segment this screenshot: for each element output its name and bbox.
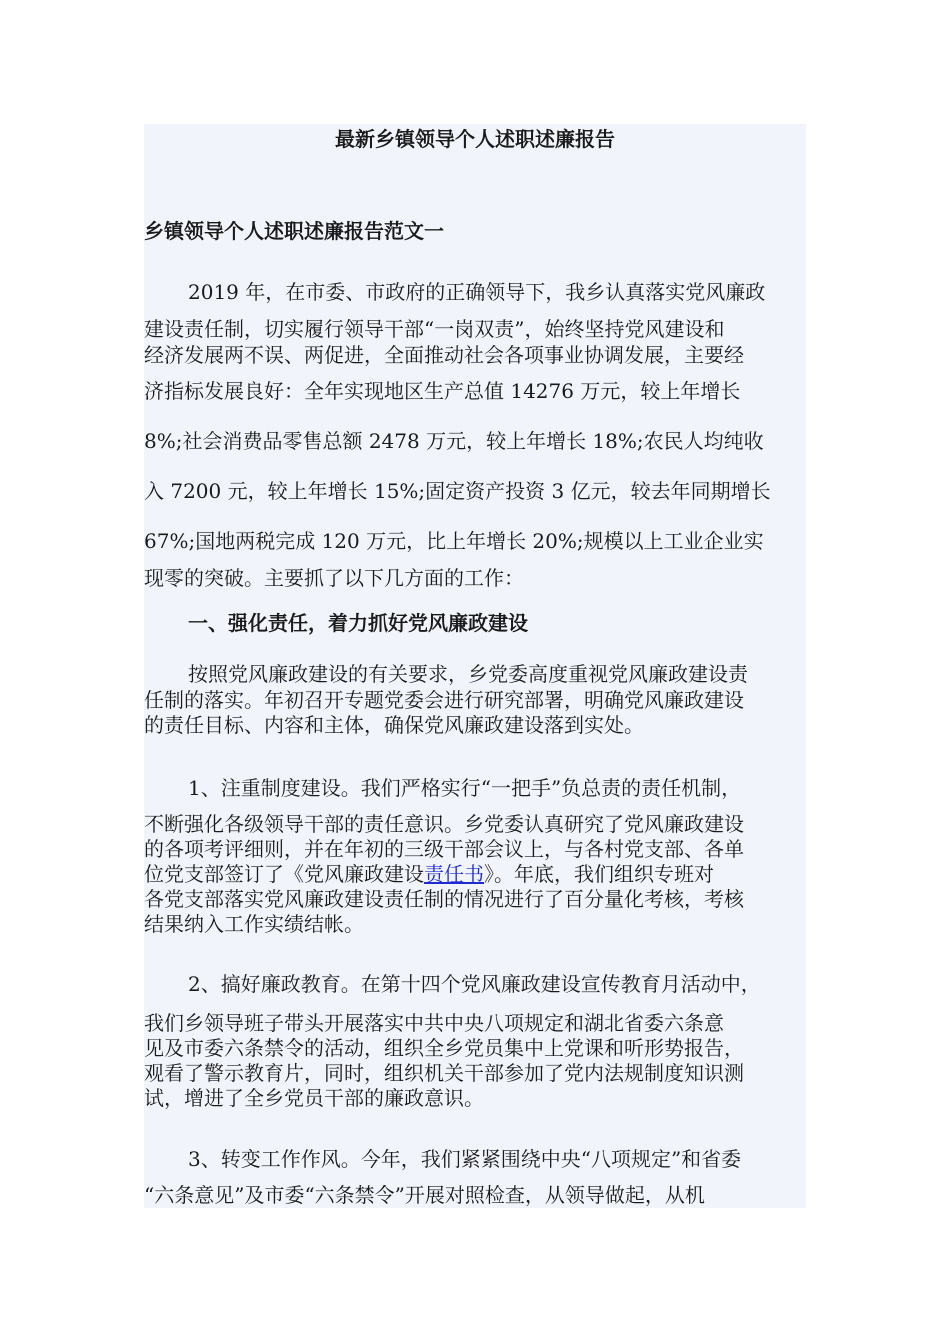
text-line: 任制的落实。年初召开专题党委会进行研究部署，明确党风廉政建设	[144, 688, 744, 712]
text-line: 1、注重制度建设。我们严格实行“一把手”负总责的责任机制，	[188, 776, 742, 800]
text-line: 试，增进了全乡党员干部的廉政意识。	[144, 1086, 484, 1110]
text-line: “六条意见”及市委“六条禁令”开展对照检查，从领导做起，从机	[144, 1183, 705, 1207]
text-line: 经济发展两不误、两促进，全面推动社会各项事业协调发展，主要经	[144, 343, 744, 367]
text-line: 观看了警示教育片，同时，组织机关干部参加了党内法规制度知识测	[144, 1061, 744, 1085]
responsibility-document-link[interactable]: 责任书	[424, 862, 484, 886]
text-line: 67%;国地两税完成 120 万元，比上年增长 20%;规模以上工业企业实	[144, 529, 764, 553]
document-page	[144, 124, 806, 1208]
document-title: 最新乡镇领导个人述职述廉报告	[335, 127, 615, 151]
text-line: 济指标发展良好：全年实现地区生产总值 14276 万元，较上年增长	[144, 379, 741, 403]
document-subtitle: 乡镇领导个人述职述廉报告范文一	[144, 219, 444, 243]
text-line: 的各项考评细则，并在年初的三级干部会议上，与各村党支部、各单	[144, 837, 744, 861]
text-line: 我们乡领导班子带头开展落实中共中央八项规定和湖北省委六条意	[144, 1011, 724, 1035]
text-line: 各党支部落实党风廉政建设责任制的情况进行了百分量化考核，考核	[144, 887, 744, 911]
text-fragment: 》。年底，我们组织专班对	[484, 862, 714, 886]
text-line	[144, 861, 714, 887]
text-line: 建设责任制，切实履行领导干部“一岗双责”，始终坚持党风建设和	[144, 317, 725, 341]
text-line: 2、搞好廉政教育。在第十四个党风廉政建设宣传教育月活动中，	[188, 972, 761, 996]
text-line: 的责任目标、内容和主体，确保党风廉政建设落到实处。	[144, 713, 644, 737]
text-line: 入 7200 元，较上年增长 15%;固定资产投资 3 亿元，较去年同期增长	[144, 479, 771, 503]
text-line: 2019 年，在市委、市政府的正确领导下，我乡认真落实党风廉政	[188, 280, 766, 304]
section-heading: 一、强化责任，着力抓好党风廉政建设	[188, 611, 528, 635]
text-fragment: 位党支部签订了《党风廉政建设	[144, 862, 424, 886]
text-line: 见及市委六条禁令的活动，组织全乡党员集中上党课和听形势报告，	[144, 1036, 744, 1060]
text-line: 不断强化各级领导干部的责任意识。乡党委认真研究了党风廉政建设	[144, 812, 744, 836]
text-line: 8%;社会消费品零售总额 2478 万元，较上年增长 18%;农民人均纯收	[144, 429, 764, 453]
text-line: 按照党风廉政建设的有关要求，乡党委高度重视党风廉政建设责	[188, 662, 748, 686]
text-line: 结果纳入工作实绩结帐。	[144, 912, 364, 936]
text-line: 现零的突破。主要抓了以下几方面的工作：	[144, 566, 524, 590]
text-line: 3、转变工作作风。今年，我们紧紧围绕中央“八项规定”和省委	[188, 1147, 742, 1171]
